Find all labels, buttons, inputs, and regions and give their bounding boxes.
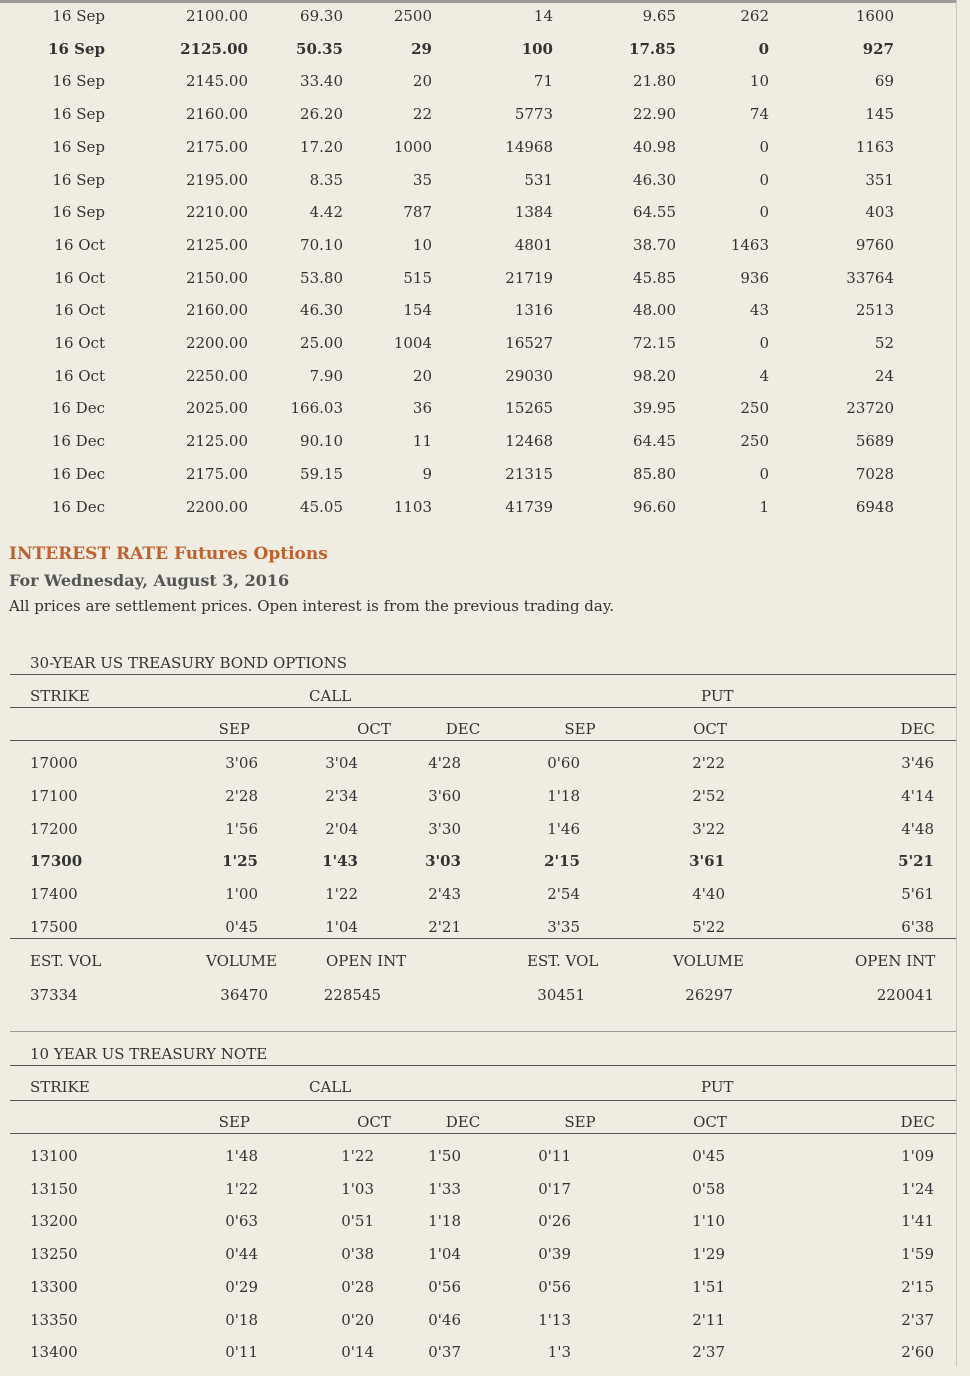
price-cell: 1'18 [547,786,580,805]
strike-cell: 2160.00 [185,301,248,320]
call-volume-cell: 10 [412,235,432,254]
price-cell: 1'04 [428,1245,461,1264]
price-cell: 1'04 [325,918,358,936]
bond-strike-header: STRIKE [30,687,90,705]
price-cell: 0'11 [538,1147,571,1165]
month-cell: 16 Sep [52,137,105,156]
call-price-cell: 33.40 [300,72,343,91]
month-cell: 16 Sep [52,170,105,189]
price-cell: 0'17 [538,1179,571,1198]
strike-cell: 2125.00 [185,432,248,451]
note10-table-row [10,1212,956,1245]
price-cell: 3'30 [428,819,461,838]
put-price-cell: 98.20 [633,366,676,385]
put-open-int-cell: 927 [862,39,894,58]
bond-table-row [10,885,956,918]
strike-cell: 2175.00 [185,464,248,483]
price-cell: 3'35 [547,918,580,936]
put-price-cell: 39.95 [633,399,676,418]
strike-cell: 2150.00 [185,268,248,287]
put-open-int-cell: 52 [874,334,894,352]
price-cell: 0'63 [225,1212,258,1231]
put-price-cell: 38.70 [633,235,676,254]
price-cell: 1'22 [225,1179,258,1198]
strike-cell: 2125.00 [180,39,248,58]
summary-label: VOLUME [206,952,277,970]
sp-row [0,7,970,39]
price-cell: 1'41 [901,1212,934,1231]
note-call-header: CALL [309,1078,352,1096]
month-cell: 16 Dec [51,432,105,451]
price-cell: 5'22 [692,918,725,936]
month-cell: 16 Dec [51,497,105,516]
price-cell: 5'21 [898,852,934,871]
price-cell: 0'18 [225,1310,258,1329]
strike-cell: 13150 [30,1179,78,1198]
price-cell: 0'20 [341,1310,374,1329]
put-open-int-cell: 2513 [855,301,894,320]
strike-cell: 17300 [30,852,83,871]
summary-label: EST. VOL [527,952,599,970]
price-cell: 2'37 [901,1310,934,1329]
put-price-cell: 72.15 [633,334,676,352]
put-price-cell: 45.85 [633,268,676,287]
price-cell: 1'46 [547,819,580,838]
bond-month-header: SEP [564,720,596,738]
note-strike-header: STRIKE [30,1078,90,1096]
put-open-int-cell: 351 [865,170,894,189]
call-volume-cell: 1004 [393,334,432,352]
price-cell: 1'51 [692,1277,725,1296]
call-price-cell: 166.03 [290,399,343,418]
section-title: INTEREST RATE Futures Options [9,544,328,564]
call-open-int-cell: 1316 [514,301,553,320]
call-volume-cell: 20 [412,72,432,91]
note10-table-row [10,1180,956,1213]
price-cell: 2'15 [901,1277,934,1296]
price-cell: 1'29 [692,1245,725,1264]
bond-table-row [10,852,956,885]
strike-cell: 2125.00 [185,235,248,254]
price-cell: 1'13 [538,1310,571,1329]
price-cell: 3'61 [689,852,725,871]
put-open-int-cell: 7028 [855,464,894,483]
put-open-int-cell: 69 [874,72,894,91]
bond-table-row [10,820,956,853]
put-volume-cell: 1 [759,497,769,516]
price-cell: 0'56 [428,1277,461,1296]
month-cell: 16 Sep [48,39,105,58]
put-open-int-cell: 9760 [855,235,894,254]
put-open-int-cell: 5689 [855,432,894,451]
summary-label: OPEN INT [855,952,936,970]
call-volume-cell: 2500 [393,7,432,25]
put-volume-cell: 4 [759,366,769,385]
month-cell: 16 Oct [54,235,105,254]
bond-month-header: DEC [445,720,481,738]
put-open-int-cell: 145 [865,105,894,124]
price-cell: 2'21 [428,918,461,936]
price-cell: 0'51 [341,1212,374,1231]
month-cell: 16 Oct [54,334,105,352]
price-cell: 1'3 [547,1343,571,1362]
strike-cell: 2160.00 [185,105,248,124]
strike-cell: 13250 [30,1245,78,1264]
summary-value: 36470 [220,986,268,1004]
summary-value: 26297 [685,986,733,1004]
price-cell: 0'38 [341,1245,374,1264]
divider [10,938,956,939]
call-open-int-cell: 41739 [505,497,553,516]
put-volume-cell: 0 [759,203,769,222]
call-open-int-cell: 100 [521,39,553,58]
strike-cell: 17100 [30,786,78,805]
price-cell: 1'22 [325,885,358,904]
call-price-cell: 8.35 [309,170,343,189]
summary-label: OPEN INT [326,952,407,970]
price-cell: 0'14 [341,1343,374,1362]
price-cell: 1'50 [428,1147,461,1165]
divider [10,1100,956,1101]
call-price-cell: 69.30 [300,7,343,25]
price-cell: 1'48 [225,1147,258,1165]
price-cell: 3'04 [325,754,358,772]
strike-cell: 17400 [30,885,78,904]
sp-row [0,465,970,497]
call-price-cell: 90.10 [300,432,343,451]
bond-table-row [10,918,956,951]
price-cell: 1'43 [322,852,358,871]
put-price-cell: 17.85 [629,39,676,58]
note10-month-header: DEC [900,1113,935,1131]
bond-month-header: OCT [693,720,727,738]
price-cell: 0'37 [428,1343,461,1362]
summary-value: 30451 [537,986,585,1004]
put-price-cell: 9.65 [642,7,676,25]
put-open-int-cell: 24 [874,366,894,385]
bond-month-header: SEP [218,720,250,738]
section-divider [10,1031,956,1032]
price-cell: 2'43 [428,885,461,904]
strike-cell: 2200.00 [185,497,248,516]
note10-table-row [10,1343,956,1376]
price-cell: 3'60 [428,786,461,805]
strike-cell: 2175.00 [185,137,248,156]
note10-month-header: SEP [564,1113,596,1131]
call-price-cell: 25.00 [300,334,343,352]
divider [10,707,956,708]
call-open-int-cell: 531 [524,170,553,189]
put-volume-cell: 262 [740,7,769,25]
price-cell: 1'09 [901,1147,934,1165]
month-cell: 16 Sep [52,7,105,25]
bond-month-header: DEC [900,720,935,738]
sp-row [0,399,970,431]
price-cell: 3'03 [425,852,461,871]
sp-row [0,432,970,464]
strike-cell: 13300 [30,1277,78,1296]
call-volume-cell: 1103 [393,497,432,516]
price-cell: 4'48 [901,819,934,838]
price-cell: 1'22 [341,1147,374,1165]
call-price-cell: 46.30 [300,301,343,320]
month-cell: 16 Sep [52,203,105,222]
price-cell: 3'06 [225,754,258,772]
price-cell: 0'26 [538,1212,571,1231]
call-volume-cell: 35 [412,170,432,189]
divider [10,1065,956,1066]
price-cell: 2'34 [325,786,358,805]
price-cell: 0'39 [538,1245,571,1264]
call-price-cell: 7.90 [309,366,343,385]
call-open-int-cell: 16527 [505,334,553,352]
sp-row [0,236,970,268]
price-cell: 2'04 [325,819,358,838]
put-open-int-cell: 1600 [855,7,894,25]
month-cell: 16 Oct [54,301,105,320]
summary-value: 220041 [876,986,934,1004]
put-price-cell: 64.55 [633,203,676,222]
sp-row [0,269,970,301]
put-volume-cell: 43 [749,301,769,320]
strike-cell: 13100 [30,1147,78,1165]
put-volume-cell: 0 [759,334,769,352]
sp-row [0,40,970,72]
price-cell: 0'45 [692,1147,725,1165]
strike-cell: 2195.00 [185,170,248,189]
price-cell: 2'52 [692,786,725,805]
section-date: For Wednesday, August 3, 2016 [9,571,290,590]
note10-table-row [10,1147,956,1180]
put-price-cell: 64.45 [633,432,676,451]
price-cell: 2'22 [692,754,725,772]
sp-row [0,72,970,104]
call-price-cell: 53.80 [300,268,343,287]
price-cell: 1'33 [428,1179,461,1198]
price-cell: 4'40 [692,885,725,904]
put-price-cell: 96.60 [633,497,676,516]
price-cell: 3'22 [692,819,725,838]
bond-options-table [10,652,956,1012]
price-cell: 0'44 [225,1245,258,1264]
put-price-cell: 85.80 [633,464,676,483]
bond-table-row [10,754,956,787]
note-caption: 10 YEAR US TREASURY NOTE [30,1045,268,1063]
call-price-cell: 17.20 [300,137,343,156]
price-cell: 0'28 [341,1277,374,1296]
put-price-cell: 48.00 [633,301,676,320]
month-cell: 16 Oct [54,366,105,385]
summary-label: VOLUME [673,952,744,970]
call-open-int-cell: 21315 [505,464,553,483]
top-border [0,0,956,3]
month-cell: 16 Dec [51,399,105,418]
sp-row [0,367,970,399]
put-open-int-cell: 1163 [855,137,894,156]
price-cell: 1'24 [901,1179,934,1198]
put-volume-cell: 1463 [730,235,769,254]
call-price-cell: 45.05 [300,497,343,516]
sp-row [0,105,970,137]
put-volume-cell: 0 [759,464,769,483]
bond-month-header: OCT [357,720,391,738]
strike-cell: 2025.00 [185,399,248,418]
price-cell: 1'00 [225,885,258,904]
price-cell: 6'38 [901,918,934,936]
call-volume-cell: 787 [403,203,432,222]
strike-cell: 2145.00 [185,72,248,91]
price-cell: 0'56 [538,1277,571,1296]
call-open-int-cell: 4801 [514,235,553,254]
note-options-table [10,1043,956,1366]
note10-month-header: DEC [445,1113,481,1131]
strike-cell: 17000 [30,754,78,772]
put-open-int-cell: 23720 [846,399,894,418]
strike-cell: 2100.00 [185,7,248,25]
price-cell: 0'11 [225,1343,258,1362]
put-volume-cell: 74 [749,105,769,124]
bond-call-header: CALL [309,687,352,705]
sp-row [0,171,970,203]
price-cell: 2'54 [547,885,580,904]
put-volume-cell: 0 [759,137,769,156]
put-price-cell: 46.30 [633,170,676,189]
month-cell: 16 Sep [52,72,105,91]
put-volume-cell: 0 [759,170,769,189]
note10-table-row [10,1278,956,1311]
call-price-cell: 4.42 [309,203,343,222]
call-open-int-cell: 29030 [505,366,553,385]
price-cell: 0'60 [547,754,580,772]
call-price-cell: 50.35 [296,39,343,58]
strike-cell: 13350 [30,1310,78,1329]
summary-value: 37334 [30,986,78,1004]
call-price-cell: 26.20 [300,105,343,124]
call-volume-cell: 9 [422,464,432,483]
price-cell: 2'15 [544,852,580,871]
put-price-cell: 21.80 [633,72,676,91]
call-open-int-cell: 71 [533,72,553,91]
month-cell: 16 Dec [51,464,105,483]
price-cell: 1'18 [428,1212,461,1231]
call-volume-cell: 36 [412,399,432,418]
note-put-header: PUT [701,1078,734,1096]
summary-label: EST. VOL [30,952,102,970]
month-cell: 16 Oct [54,268,105,287]
price-cell: 1'10 [692,1212,725,1231]
put-volume-cell: 250 [740,432,769,451]
strike-cell: 17200 [30,819,78,838]
strike-cell: 13200 [30,1212,78,1231]
sp-row [0,138,970,170]
call-open-int-cell: 15265 [505,399,553,418]
price-cell: 1'56 [225,819,258,838]
call-volume-cell: 1000 [393,137,432,156]
sp-row [0,203,970,235]
price-cell: 0'58 [692,1179,725,1198]
strike-cell: 2200.00 [185,334,248,352]
put-price-cell: 40.98 [633,137,676,156]
call-price-cell: 59.15 [300,464,343,483]
put-volume-cell: 936 [740,268,769,287]
price-cell: 2'28 [225,786,258,805]
divider [10,1133,956,1134]
price-cell: 5'61 [901,885,934,904]
put-volume-cell: 0 [758,39,769,58]
call-volume-cell: 515 [403,268,432,287]
call-open-int-cell: 5773 [514,105,553,124]
price-cell: 0'29 [225,1277,258,1296]
call-volume-cell: 154 [403,301,432,320]
call-open-int-cell: 21719 [505,268,553,287]
divider [10,674,956,675]
call-volume-cell: 20 [412,366,432,385]
call-volume-cell: 29 [411,39,432,58]
price-cell: 0'45 [225,918,258,936]
put-volume-cell: 250 [740,399,769,418]
price-cell: 4'14 [901,786,934,805]
price-cell: 1'25 [222,852,258,871]
price-cell: 2'37 [692,1343,725,1362]
bond-caption: 30-YEAR US TREASURY BOND OPTIONS [30,654,347,672]
note10-table-row [10,1311,956,1344]
put-open-int-cell: 6948 [855,497,894,516]
call-open-int-cell: 14 [533,7,553,25]
sp-row [0,301,970,333]
sp-row [0,498,970,530]
price-cell: 2'60 [901,1343,934,1362]
price-cell: 1'59 [901,1245,934,1264]
put-open-int-cell: 403 [865,203,894,222]
put-open-int-cell: 33764 [846,268,894,287]
put-volume-cell: 10 [749,72,769,91]
strike-cell: 2250.00 [185,366,248,385]
price-cell: 1'03 [341,1179,374,1198]
price-cell: 3'46 [901,754,934,772]
call-price-cell: 70.10 [300,235,343,254]
price-cell: 4'28 [428,754,461,772]
note10-month-header: OCT [693,1113,727,1131]
call-open-int-cell: 14968 [505,137,553,156]
bond-table-row [10,787,956,820]
sp-row [0,334,970,366]
month-cell: 16 Sep [52,105,105,124]
call-open-int-cell: 1384 [514,203,553,222]
section-note: All prices are settlement prices. Open interest is from the previous trading day. [9,597,615,615]
call-open-int-cell: 12468 [505,432,553,451]
price-cell: 0'46 [428,1310,461,1329]
call-volume-cell: 22 [412,105,432,124]
strike-cell: 13400 [30,1343,78,1362]
note10-month-header: OCT [357,1113,391,1131]
divider [10,740,956,741]
price-cell: 2'11 [692,1310,725,1329]
strike-cell: 17500 [30,918,78,936]
call-volume-cell: 11 [412,432,432,451]
strike-cell: 2210.00 [185,203,248,222]
summary-value: 228545 [323,986,381,1004]
bond-put-header: PUT [701,687,734,705]
put-price-cell: 22.90 [633,105,676,124]
note10-table-row [10,1245,956,1278]
note10-month-header: SEP [218,1113,250,1131]
